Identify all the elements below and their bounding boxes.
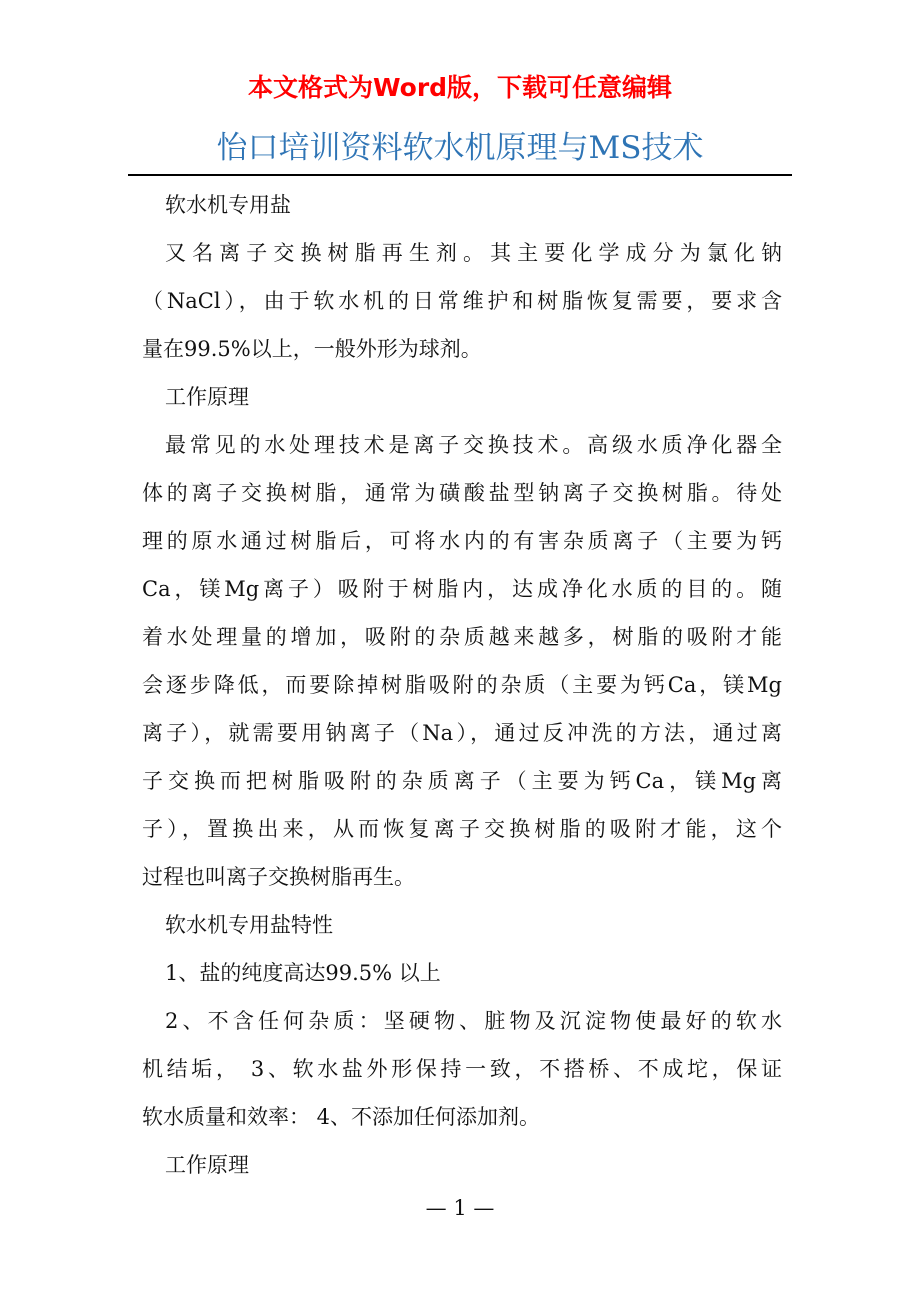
header-divider: [128, 174, 792, 176]
text-line: 理的原水通过树脂后，可将水内的有害杂质离子（主要为钙: [142, 529, 782, 553]
text-line: 2、不含任何杂质：坚硬物、脏物及沉淀物使最好的软水: [165, 1009, 782, 1033]
paragraph: [142, 427, 782, 907]
text-line: 1、盐的纯度高达99.5% 以上: [165, 961, 441, 985]
text-line: 量在99.5%以上，一般外形为球剂。: [142, 337, 482, 361]
text-line: 软水机专用盐特性: [165, 913, 333, 937]
text-line: 会逐步降低，而要除掉树脂吸附的杂质（主要为钙Ca，镁Mg: [142, 673, 782, 697]
text-line: 着水处理量的增加，吸附的杂质越来越多，树脂的吸附才能: [142, 625, 782, 649]
paragraph: [142, 907, 782, 955]
text-line: Ca，镁Mg离子）吸附于树脂内，达成净化水质的目的。随: [142, 577, 782, 601]
page-number: — 1 —: [425, 1196, 495, 1220]
text-line: 最常见的水处理技术是离子交换技术。高级水质净化器全: [165, 433, 782, 457]
text-line: （NaCl），由于软水机的日常维护和树脂恢复需要，要求含: [142, 289, 782, 313]
document-body: [142, 187, 782, 1195]
paragraph: [142, 955, 782, 1003]
text-line: 工作原理: [165, 385, 249, 409]
paragraph: [142, 187, 782, 235]
text-line: 又名离子交换树脂再生剂。其主要化学成分为氯化钠: [165, 241, 782, 265]
text-line: 机结垢， 3、软水盐外形保持一致，不搭桥、不成坨，保证: [142, 1057, 782, 1081]
paragraph: [142, 1147, 782, 1195]
text-line: 软水机专用盐: [165, 193, 291, 217]
text-line: 软水质量和效率： 4、不添加任何添加剂。: [142, 1105, 541, 1129]
document-title: 怡口培训资料软水机原理与MS技术: [216, 130, 704, 166]
text-line: 子交换而把树脂吸附的杂质离子（主要为钙Ca，镁Mg离: [142, 769, 782, 793]
paragraph: [142, 235, 782, 379]
text-line: 体的离子交换树脂，通常为磺酸盐型钠离子交换树脂。待处: [142, 481, 782, 505]
text-line: 过程也叫离子交换树脂再生。: [142, 865, 415, 889]
paragraph: [142, 379, 782, 427]
text-line: 子），置换出来，从而恢复离子交换树脂的吸附才能，这个: [142, 817, 782, 841]
download-notice: 本文格式为Word版，下载可任意编辑: [247, 73, 673, 102]
paragraph: [142, 1003, 782, 1147]
text-line: 工作原理: [165, 1153, 249, 1177]
text-line: 离子），就需要用钠离子（Na），通过反冲洗的方法，通过离: [142, 721, 782, 745]
